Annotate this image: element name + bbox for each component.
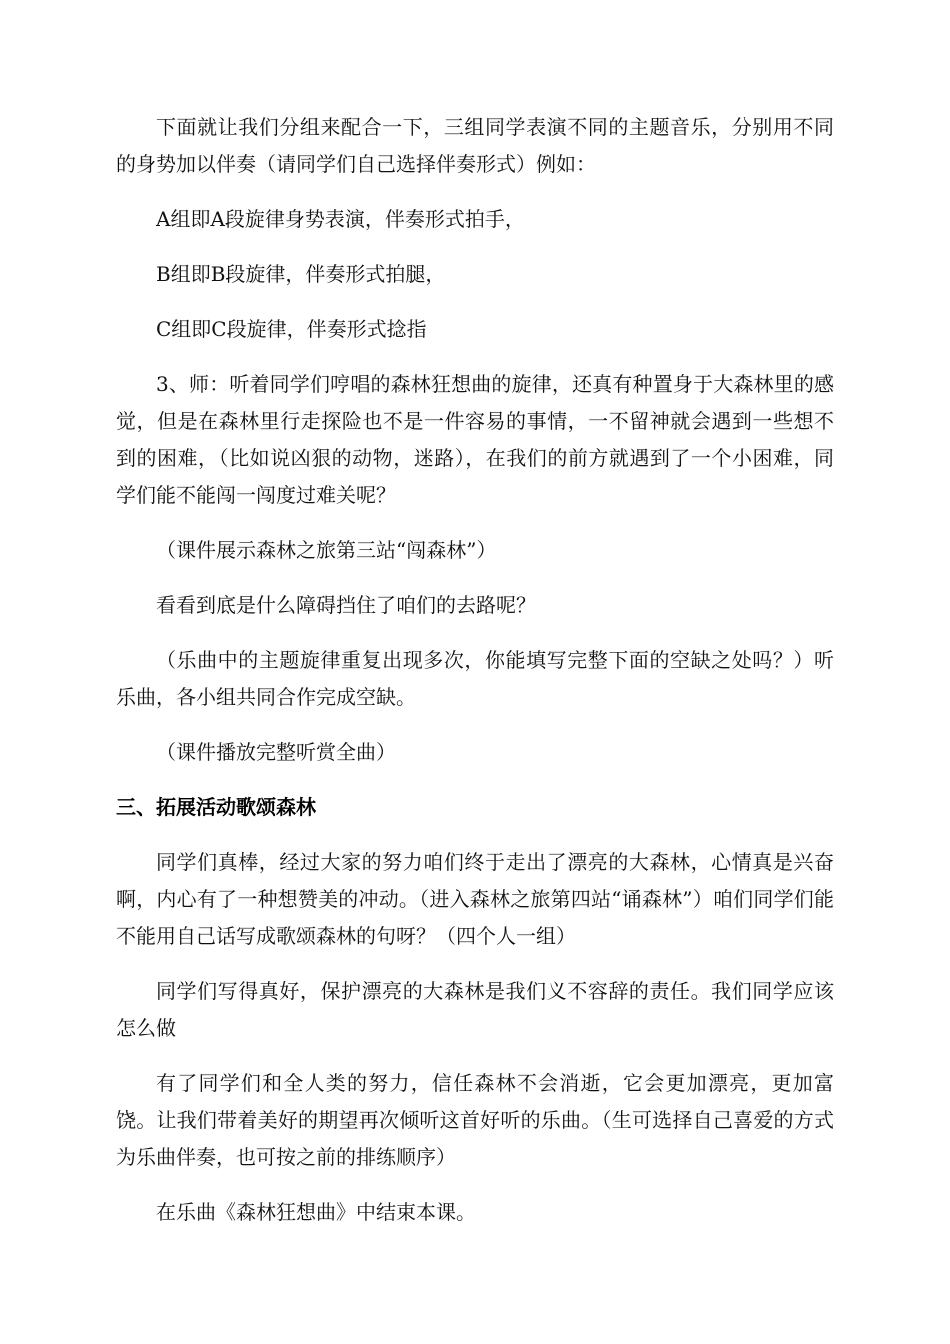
- paragraph-ending: 在乐曲《森林狂想曲》中结束本课。: [156, 1200, 476, 1224]
- paragraph-praise-forest: 同学们真棒，经过大家的努力咱们终于走出了漂亮的大森林，心情真是兴奋啊，内心有了一种想赞美的冲动。（进入森林之旅第四站“诵森林”）咱们同学们能不能用自己话写成歌颂森林的句呀？（四个人一组）: [116, 850, 834, 948]
- paragraph-rich-forest: 有了同学们和全人类的努力，信任森林不会消逝，它会更加漂亮，更加富饶。让我们带着美好的期望再次倾听这首好听的乐曲。（生可选择自己喜爱的方式为乐曲伴奏，也可按之前的排练顺序）: [116, 1071, 834, 1169]
- paragraph-teacher-3: 3、师：听着同学们哼唱的森林狂想曲的旋律，还真有种置身于大森林里的感觉，但是在森林里行走探险也不是一件容易的事情，一不留神就会遇到一些想不到的困难，（比如说凶狠的动物，迷路），在我们的前方就遇到了一个小困难，同学们能不能闯一闯度过难关呢？: [116, 372, 834, 507]
- paragraph-fill-blanks: （乐曲中的主题旋律重复出现多次，你能填写完整下面的空缺之处吗？）听乐曲，各小组共同合作完成空缺。: [116, 648, 834, 709]
- paragraph-group-a: A组即A段旋律身势表演，伴奏形式拍手，: [156, 207, 525, 231]
- paragraph-group-c: C组即C段旋律，伴奏形式捻指: [156, 317, 427, 341]
- paragraph-obstacle-question: 看看到底是什么障碍挡住了咱们的去路呢？: [156, 593, 536, 617]
- paragraph-play-full-song: （课件播放完整听赏全曲）: [156, 740, 396, 764]
- paragraph-courseware-station-3: （课件展示森林之旅第三站“闯森林”）: [156, 538, 497, 562]
- section-heading: 三、拓展活动歌颂森林: [116, 795, 316, 819]
- paragraph-group-performance: 下面就让我们分组来配合一下，三组同学表演不同的主题音乐，分别用不同的身势加以伴奏（请同学们自己选择伴奏形式）例如：: [116, 115, 834, 176]
- paragraph-protect-forest: 同学们写得真好，保护漂亮的大森林是我们义不容辞的责任。我们同学应该怎么做: [116, 979, 834, 1040]
- paragraph-group-b: B组即B段旋律，伴奏形式拍腿，: [156, 262, 446, 286]
- document-page: [116, 109, 834, 1249]
